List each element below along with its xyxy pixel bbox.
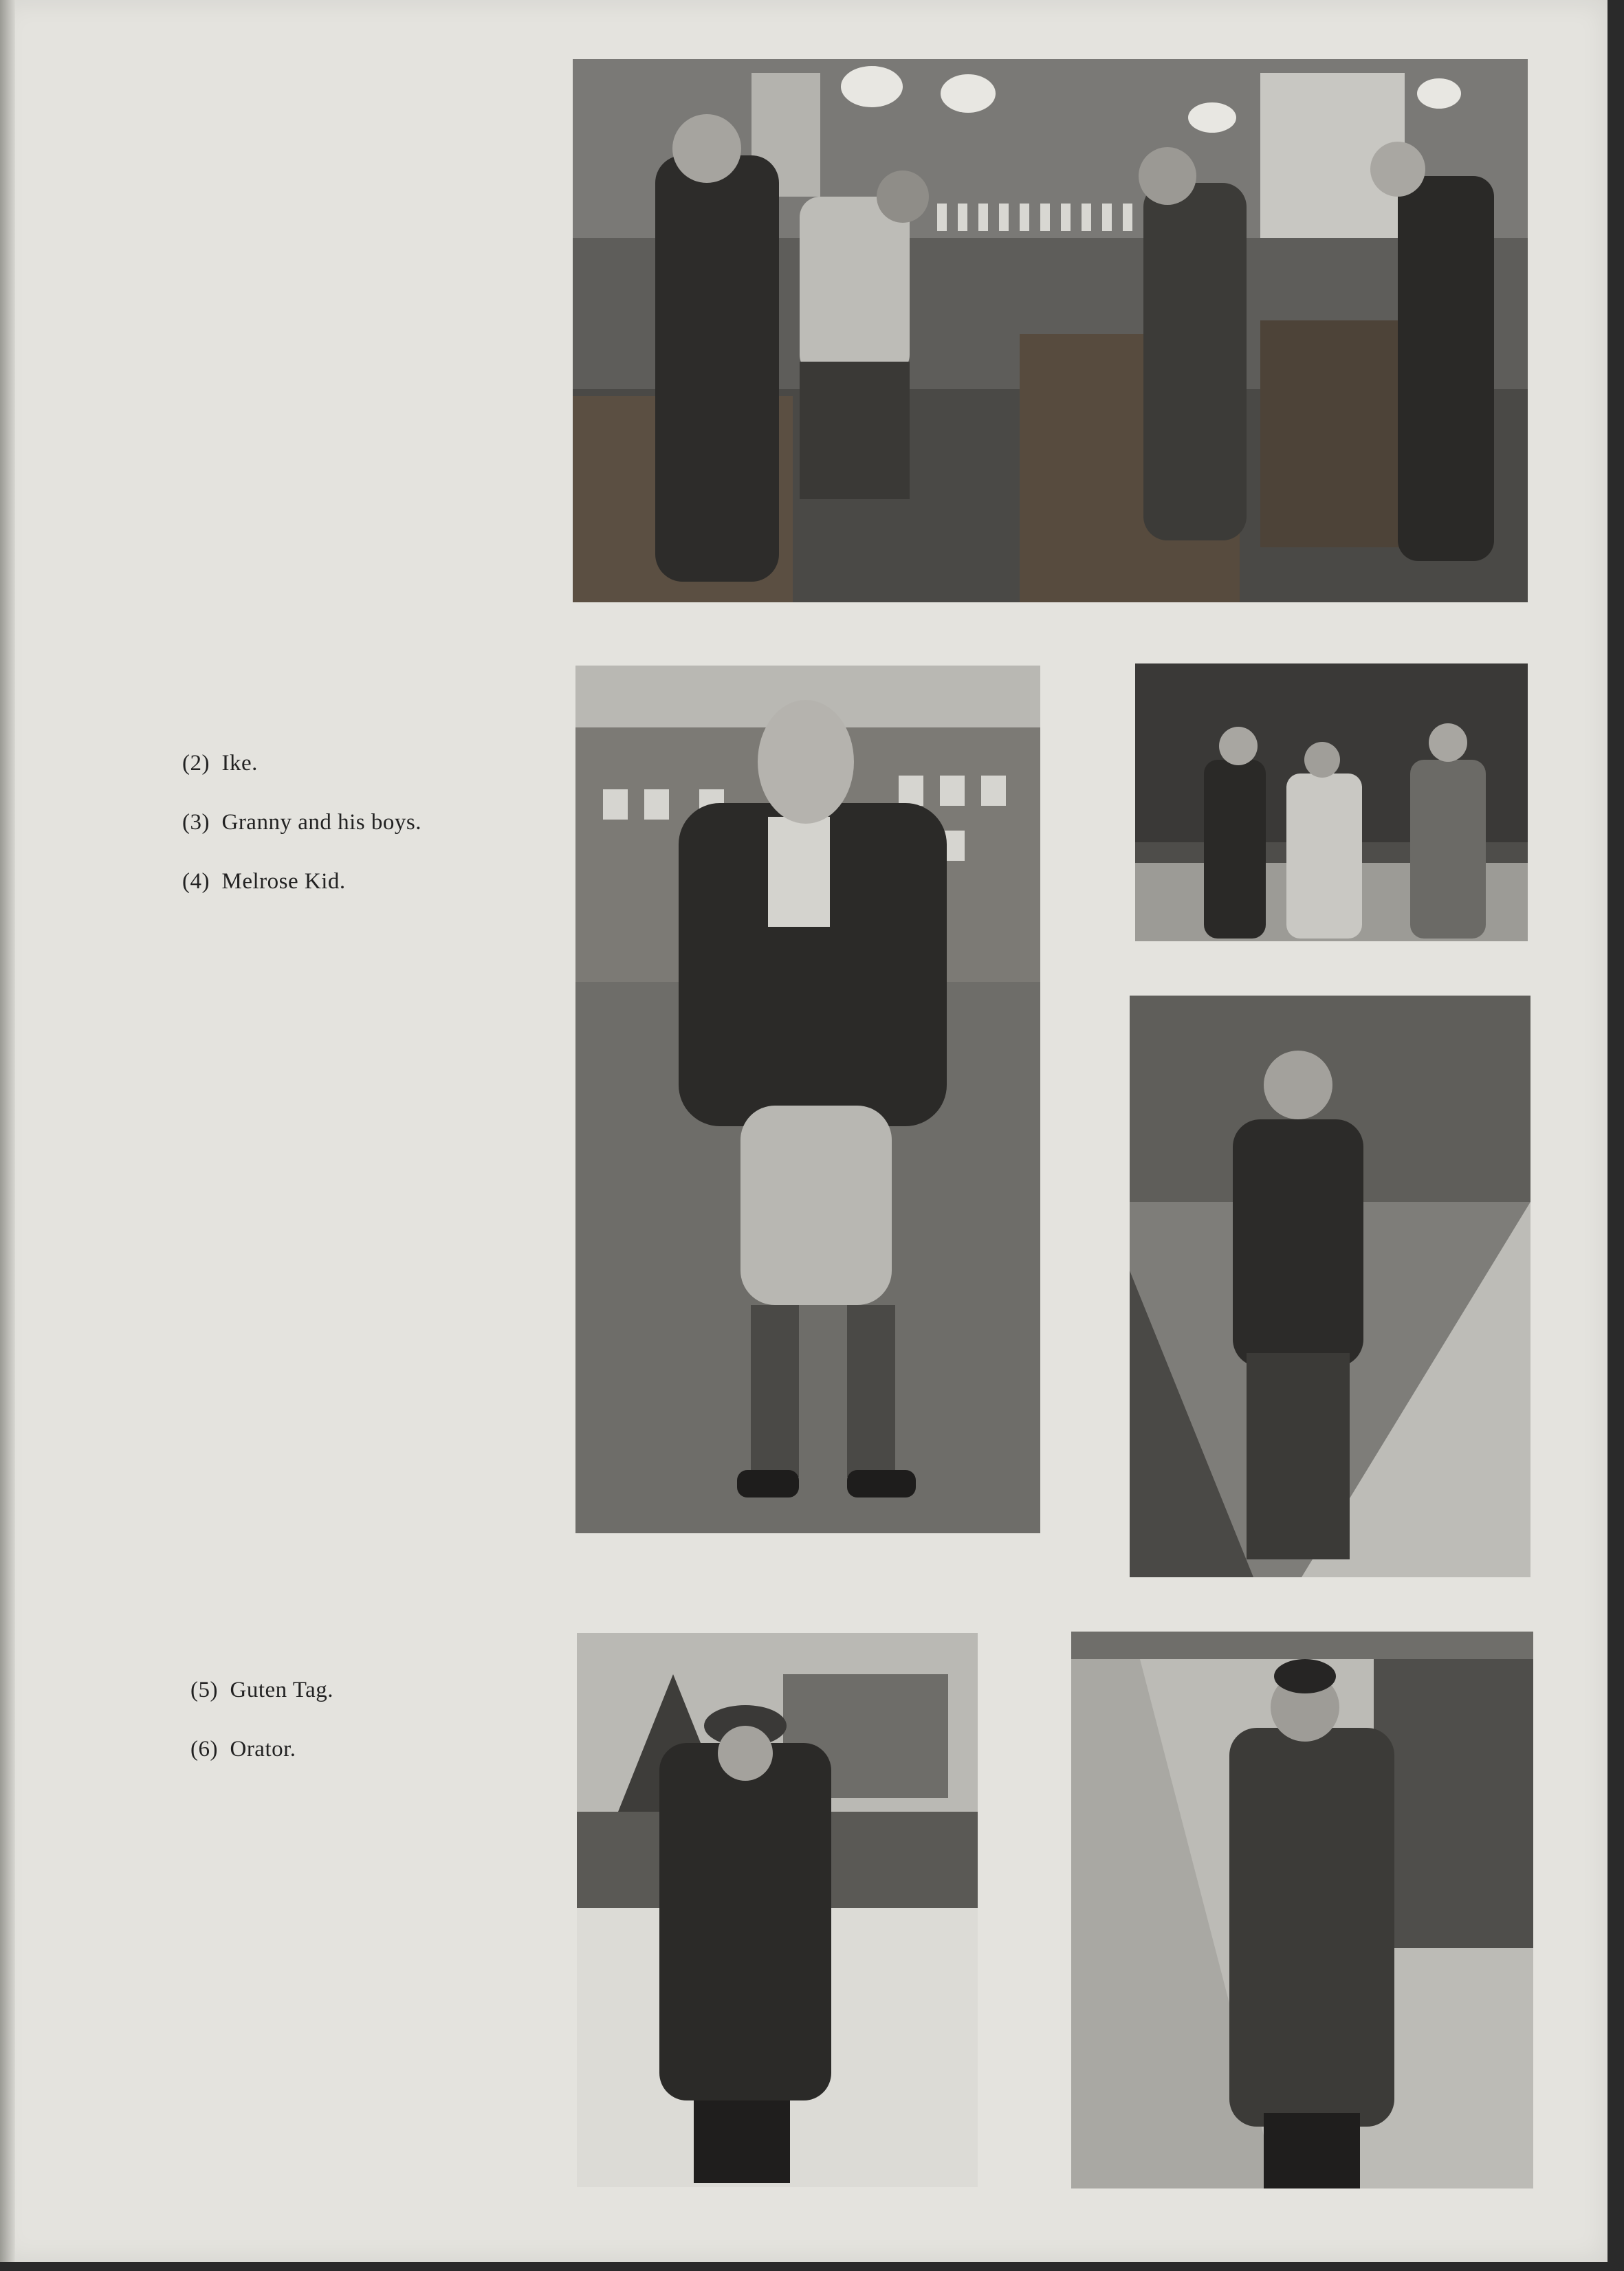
caption-granny: (3) Granny and his boys.: [182, 810, 421, 835]
caption-ike: (2) Ike.: [182, 751, 258, 776]
photo-orator: [1071, 1632, 1533, 2188]
photo-melrose-kid: [1130, 996, 1530, 1577]
caption-guten-tag: (5) Guten Tag.: [190, 1678, 334, 1702]
photo-ike: [575, 666, 1040, 1533]
photo-granny: [1135, 663, 1528, 941]
page-spine: [0, 0, 15, 2262]
photo-laboratory: [573, 59, 1528, 602]
photo-guten-tag: [577, 1633, 978, 2187]
caption-melrose: (4) Melrose Kid.: [182, 869, 346, 894]
caption-orator: (6) Orator.: [190, 1737, 296, 1762]
